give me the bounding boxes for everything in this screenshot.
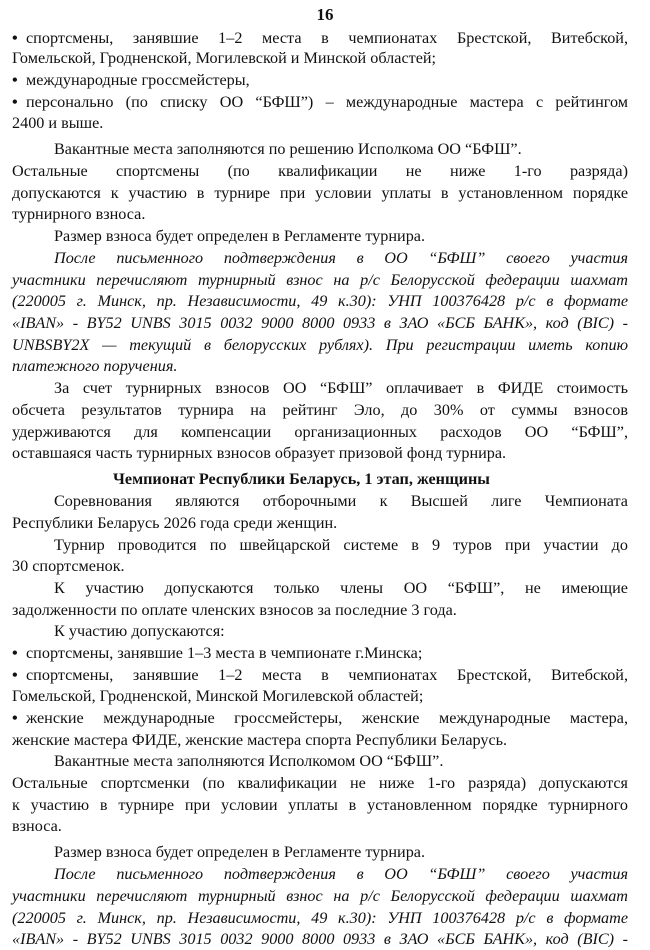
line-text: допускаются к участию в турнире при условии уплаты в установленном порядке [12, 184, 628, 202]
text-line [12, 443, 506, 464]
line-text: взноса. [12, 817, 62, 835]
line-text: турнирного взноса. [12, 205, 146, 223]
line-text: К участию допускаются только члены ОО “БФШ”, не имеющие [54, 579, 628, 597]
text-line [54, 578, 628, 599]
list-item [12, 708, 628, 729]
line-text: женские международные гроссмейстеры, женские международные мастера, [26, 709, 628, 727]
line-text: женские мастера ФИДЕ, женские мастера спорта Республики Беларусь. [12, 731, 508, 749]
text-line [12, 929, 628, 950]
text-line [54, 842, 425, 863]
line-text: Размер взноса будет определен в Регламенте турнира. [54, 227, 426, 245]
line-text: После письменного подтверждения в ОО “БФШ” своего участия [54, 249, 628, 267]
text-line [54, 491, 628, 512]
line-text: к участию в турнире при условии уплаты в установленном порядке турнирного [12, 796, 628, 814]
line-text: Остальные спортсмены (по квалификации не ниже 1-го разряда) [12, 162, 628, 180]
line-text: платежного поручения. [12, 357, 178, 375]
list-item [12, 665, 628, 686]
text-line [12, 686, 423, 707]
text-line [12, 886, 628, 907]
list-item [12, 70, 250, 91]
line-text: (220005 г. Минск, пр. Независимости, 49 к.30): УНП 100376428 р/с в формате [12, 292, 628, 310]
section-heading [113, 469, 490, 490]
text-line [12, 183, 628, 204]
text-line [12, 161, 628, 182]
text-line [12, 113, 103, 134]
list-item [12, 92, 628, 113]
text-line [12, 773, 628, 794]
line-text: 2400 и выше. [12, 114, 104, 132]
text-line [54, 751, 443, 772]
line-text: (220005 г. Минск, пр. Независимости, 49 к.30): УНП 100376428 р/с в формате [12, 909, 628, 927]
line-text: Гомельской, Гродненской, Минской Могилевской областей; [12, 687, 424, 705]
line-text: обсчета результатов турнира на рейтинг Эло, до 30% от суммы взносов [12, 401, 628, 419]
line-text: персонально (по списку ОО “БФШ”) – международные мастера с рейтингом [26, 93, 628, 111]
line-text: спортсмены, занявшие 1–3 места в чемпионате г.Минска; [26, 644, 423, 662]
line-text: «IBAN» - BY52 UNBS 3015 0032 9000 8000 0933 в ЗАО «БСБ БАНК», код (BIC) - [12, 930, 628, 948]
text-line [12, 48, 436, 69]
text-line [54, 378, 628, 399]
list-item [12, 643, 422, 664]
text-line [12, 204, 145, 225]
line-text: К участию допускаются: [54, 622, 225, 640]
text-line [12, 600, 457, 621]
text-line [54, 248, 628, 269]
line-text: Соревнования являются отборочными к Высшей лиге Чемпионата [54, 492, 628, 510]
text-line [12, 291, 628, 312]
line-text: Размер взноса будет определен в Регламенте турнира. [54, 843, 426, 861]
line-text: Гомельской, Гродненской, Могилевской и Минской областей; [12, 49, 437, 67]
text-line [12, 513, 337, 534]
line-text: Вакантные места заполняются по решению Исполкома ОО “БФШ”. [54, 140, 522, 158]
line-text: задолженности по оплате членских взносов за последние 3 года. [12, 601, 457, 619]
text-line [12, 313, 628, 334]
line-text: Турнир проводится по швейцарской системе в 9 туров при участии до [54, 536, 628, 554]
text-line [12, 556, 125, 577]
text-line [12, 422, 628, 443]
text-line [54, 864, 628, 885]
text-line [12, 270, 628, 291]
line-text: спортсмены, занявшие 1–2 места в чемпионатах Брестской, Витебской, [26, 29, 628, 47]
text-line [12, 795, 628, 816]
text-line [54, 226, 425, 247]
text-line [12, 816, 62, 837]
list-item [12, 28, 628, 49]
line-text: удерживаются для компенсации организационных расходов ОО “БФШ”, [12, 423, 628, 441]
line-text: UNBSBY2X — текущий в белорусских рублях). При регистрации иметь копию [12, 336, 628, 354]
line-text: Вакантные места заполняются Исполкомом ОО “БФШ”. [54, 752, 444, 770]
line-text: «IBAN» - BY52 UNBS 3015 0032 9000 8000 0933 в ЗАО «БСБ БАНК», код (BIC) - [12, 314, 628, 332]
line-text: Остальные спортсменки (по квалификации не ниже 1-го разряда) допускаются [12, 774, 628, 792]
text-line [54, 621, 225, 642]
line-text: международные гроссмейстеры, [26, 71, 250, 89]
text-line [12, 400, 628, 421]
text-line [54, 139, 522, 160]
line-text: За счет турнирных взносов ОО “БФШ” оплачивает в ФИДЕ стоимость [54, 379, 628, 397]
text-line [12, 730, 507, 751]
line-text: 30 спортсменок. [12, 557, 125, 575]
page-number: 16 [316, 5, 334, 24]
line-text: участники перечисляют турнирный взнос на р/с Белорусской федерации шахмат [12, 271, 628, 289]
line-text: Чемпионат Республики Беларусь, 1 этап, женщины [113, 470, 490, 488]
text-line [54, 535, 628, 556]
line-text: оставшаяся часть турнирных взносов образует призовой фонд турнира. [12, 444, 507, 462]
text-line [12, 356, 177, 377]
text-line [12, 335, 628, 356]
line-text: Республики Беларусь 2026 года среди женщин. [12, 514, 338, 532]
line-text: участники перечисляют турнирный взнос на р/с Белорусской федерации шахмат [12, 887, 628, 905]
line-text: После письменного подтверждения в ОО “БФШ” своего участия [54, 865, 628, 883]
text-line [12, 908, 628, 929]
line-text: спортсмены, занявшие 1–2 места в чемпионатах Брестской, Витебской, [26, 666, 628, 684]
